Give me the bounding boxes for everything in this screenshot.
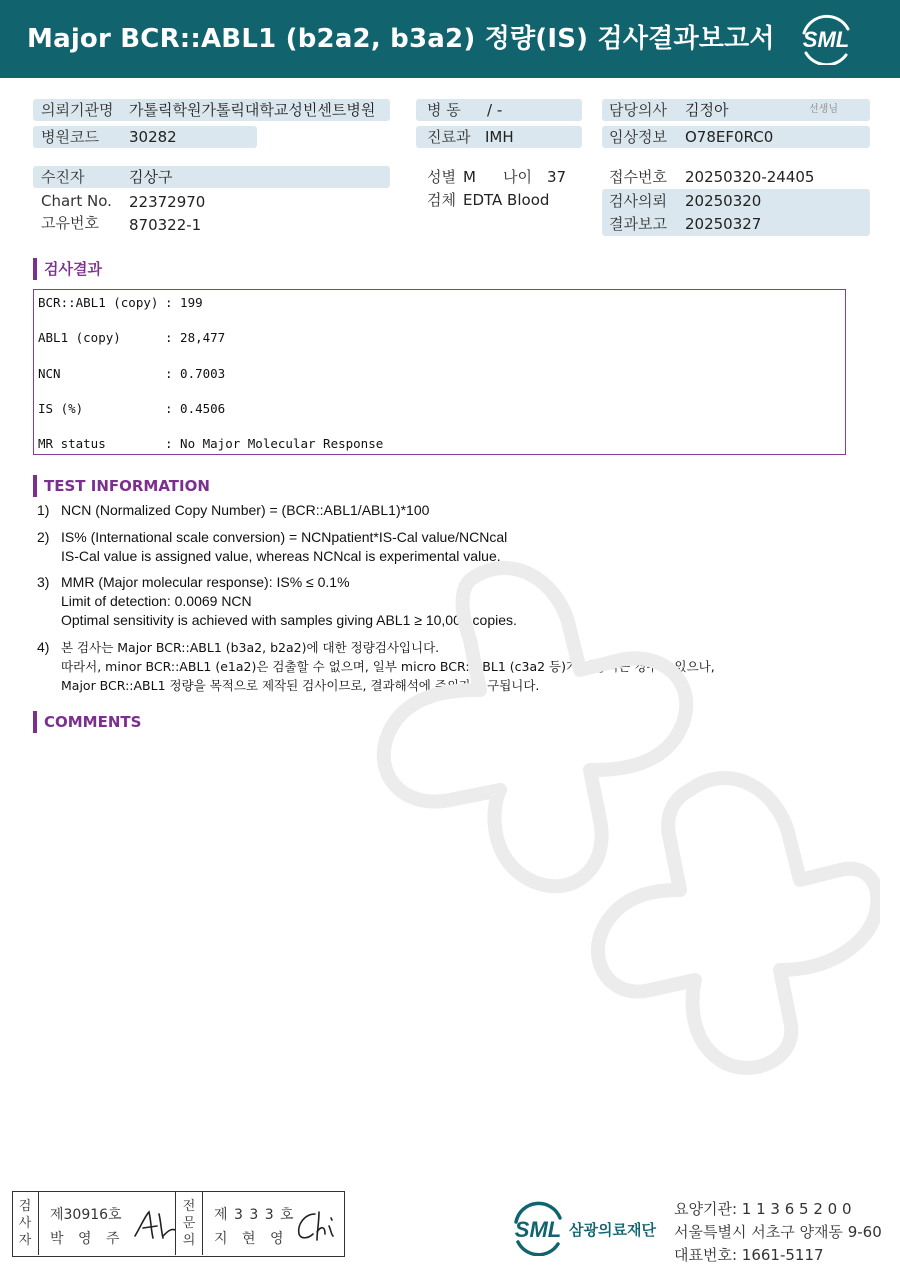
dept-value: IMH <box>485 128 514 146</box>
result-row <box>38 401 225 416</box>
item-line: Optimal sensitivity is achieved with samples giving ABL1 ≥ 10,000 copies. <box>61 612 517 628</box>
item-number: 3) <box>37 574 50 590</box>
report-header <box>0 0 900 78</box>
doctor-suffix: 선생님 <box>809 104 838 115</box>
dept-label: 진료과 <box>427 128 471 146</box>
institution-label: 의뢰기관명 <box>41 101 114 119</box>
chart-no-value: 22372970 <box>129 193 206 211</box>
request-date-value: 20250320 <box>685 192 762 210</box>
sex-label: 성별 <box>427 168 456 186</box>
result-key: MR status <box>38 436 106 451</box>
result-key: NCN <box>38 366 61 381</box>
result-row <box>38 295 203 310</box>
result-value: : 0.4506 <box>165 401 226 416</box>
result-value: : 199 <box>165 295 203 310</box>
report-date-value: 20250327 <box>685 215 762 233</box>
report-date-label: 결과보고 <box>609 215 667 233</box>
watermark-cross-icon <box>360 540 880 1080</box>
specialist-name: 지 현 영 <box>214 1231 289 1247</box>
clinical-value: O78EF0RC0 <box>685 128 774 146</box>
hospital-code-label: 병원코드 <box>41 128 99 146</box>
item-line: MMR (Major molecular response): IS% ≤ 0.1% <box>61 574 350 590</box>
specimen-value: EDTA Blood <box>463 191 550 209</box>
unique-id-label: 고유번호 <box>41 214 99 232</box>
item-line: IS-Cal value is assigned value, whereas NCNcal is experimental value. <box>61 548 501 564</box>
footer-code-line: 요양기관: 1 1 3 6 5 2 0 0 <box>674 1200 852 1218</box>
ward-value: / - <box>487 101 503 119</box>
request-date-label: 검사의뢰 <box>609 192 667 210</box>
examiner-label-char: 자 <box>18 1233 32 1248</box>
footer-phone-line: 대표번호: 1661-5117 <box>674 1246 824 1264</box>
result-row <box>38 366 225 381</box>
footer-org-name: 삼광의료재단 <box>569 1221 656 1239</box>
unique-id-value: 870322-1 <box>129 216 202 234</box>
result-key: ABL1 (copy) <box>38 330 121 345</box>
chart-no-label: Chart No. <box>41 192 112 210</box>
examiner-number: 제30916호 <box>50 1207 122 1223</box>
specialist-number: 제 3 3 3 호 <box>214 1207 295 1223</box>
patient-name-bar <box>33 166 390 188</box>
footer-address-line: 서울특별시 서초구 양재동 9-60 <box>674 1223 882 1241</box>
age-label: 나이 <box>503 168 532 186</box>
patient-name-value: 김상구 <box>129 168 173 186</box>
result-value: : 0.7003 <box>165 366 226 381</box>
specialist-label-char: 의 <box>182 1233 196 1248</box>
item-line: IS% (International scale conversion) = NCNpatient*IS-Cal value/NCNcal <box>61 529 508 545</box>
result-value: : 28,477 <box>165 330 226 345</box>
item-number: 1) <box>37 502 50 518</box>
doctor-label: 담당의사 <box>609 101 667 119</box>
specialist-signature-icon <box>293 1208 339 1244</box>
result-key: IS (%) <box>38 401 84 416</box>
age-value: 37 <box>547 168 567 186</box>
hospital-code-value: 30282 <box>129 128 177 146</box>
comments-section-title: COMMENTS <box>33 711 141 733</box>
doctor-value: 김정아 <box>685 101 729 119</box>
item-line: Major BCR::ABL1 정량을 목적으로 제작된 검사이므로, 결과해석에 주의가 요구됩니다. <box>61 678 540 693</box>
specialist-label-char: 전 <box>182 1199 196 1214</box>
ward-label: 병 동 <box>427 101 461 119</box>
examiner-label-char: 검 <box>18 1199 32 1214</box>
clinical-label: 임상정보 <box>609 128 667 146</box>
sex-value: M <box>463 168 476 186</box>
test-info-section-title: TEST INFORMATION <box>33 475 210 497</box>
examiner-name: 박 영 주 <box>50 1231 125 1247</box>
report-title: Major BCR::ABL1 (b2a2, b3a2) 정량(IS) 검사결과보고서 <box>27 24 775 54</box>
examiner-label-char: 사 <box>18 1216 32 1231</box>
receipt-value: 20250320-24405 <box>685 168 815 186</box>
signature-box <box>12 1191 345 1257</box>
examiner-label-cell <box>13 1192 39 1255</box>
result-row <box>38 330 225 345</box>
sml-logo <box>796 13 856 65</box>
institution-value: 가톨릭학원가톨릭대학교성빈센트병원 <box>129 101 376 119</box>
result-key: BCR::ABL1 (copy) <box>38 295 159 310</box>
item-number: 4) <box>37 639 50 655</box>
results-box <box>33 289 846 455</box>
results-section-title: 검사결과 <box>33 258 102 280</box>
item-number: 2) <box>37 529 50 545</box>
receipt-label: 접수번호 <box>609 168 667 186</box>
specialist-label-cell <box>175 1192 203 1255</box>
result-value: : No Major Molecular Response <box>165 436 384 451</box>
result-row <box>38 436 383 451</box>
footer-logo-text: SML <box>514 1217 562 1242</box>
item-line: 따라서, minor BCR::ABL1 (e1a2)은 검출할 수 없으며, 일부 micro BCR::ABL1 (c3a2 등)가 정량되는 경우가 있으나, <box>61 659 715 674</box>
examiner-signature-icon <box>131 1206 179 1244</box>
sml-logo-text: SML <box>802 27 850 52</box>
item-line: NCN (Normalized Copy Number) = (BCR::ABL1/ABL1)*100 <box>61 502 430 518</box>
item-line: Limit of detection: 0.0069 NCN <box>61 593 252 609</box>
specialist-label-char: 문 <box>182 1216 196 1231</box>
patient-name-label: 수진자 <box>41 168 85 186</box>
item-line: 본 검사는 Major BCR::ABL1 (b3a2, b2a2)에 대한 정량검사입니다. <box>61 640 440 655</box>
specimen-label: 검체 <box>427 191 456 209</box>
